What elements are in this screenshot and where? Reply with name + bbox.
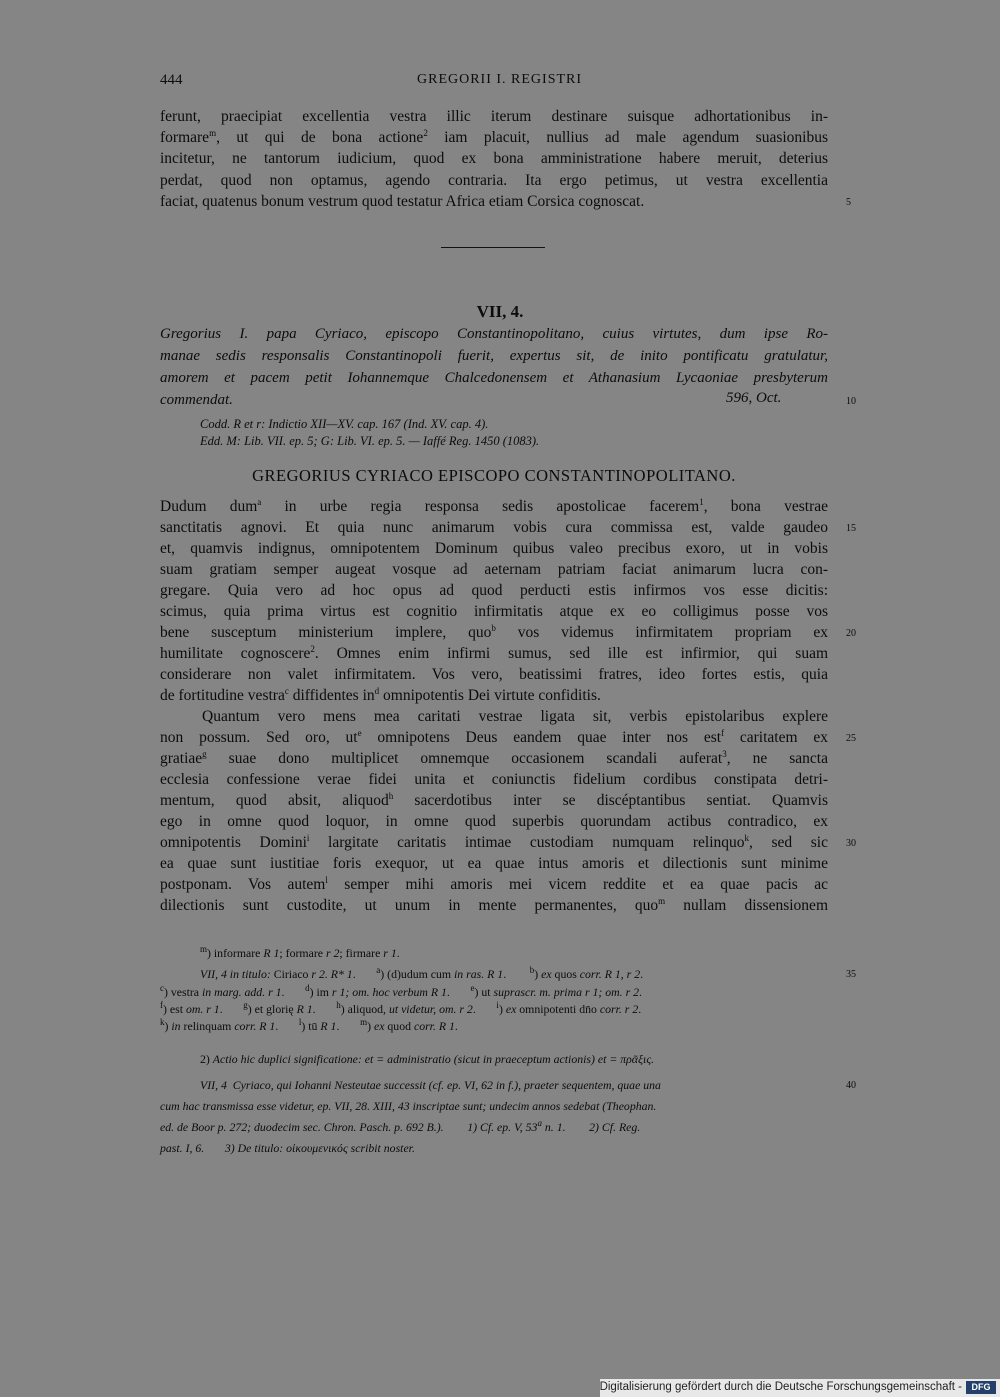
note-line: ed. de Boor p. 272; duodecim sec. Chron. Pasch. p. 692 B.). 1) Cf. ep. V, 53$^a$ n. 1. 2) Cf. Reg. <box>160 1118 641 1134</box>
line-number: 25 <box>846 733 856 744</box>
note-line: VII, 4 Cyriaco, qui Iohanni Nesteutae successit (cf. ep. VI, 62 in f.), praeter sequentem, quae una <box>200 1078 661 1092</box>
letter-line: humilitate cognoscere$^2$. Omnes enim infirmi sumus, sed ille est infirmior, qui suam <box>160 643 828 662</box>
letter-line: postponam. Vos autem$^l$ semper mihi amoris mei vicem reddite et ea quae pacis ac <box>160 874 828 893</box>
dfg-logo-icon: DFG <box>966 1381 996 1394</box>
running-title: GREGORII I. REGISTRI <box>417 72 583 87</box>
note-line: 2) Actio hic duplici significatione: et = administratio (sicut in praeceptum actionis) et = πρᾶξις. <box>200 1052 655 1066</box>
summary-line: Gregorius I. papa Cyriaco, episcopo Constantinopolitano, cuius virtutes, dum ipse Ro- <box>160 326 828 342</box>
top-text-line: incitetur, ne tantorum iudicium, quod ex bona amministratione habere meruit, deterius <box>160 150 828 167</box>
letter-line: de fortitudine vestra$^c$ diffidentes $in^d$ omnipotentis Dei virtute confiditis. <box>160 685 601 704</box>
letter-line: ea quae sunt iustitiae foris exequor, ut ea quae intus amoris et dilectionis sunt minime <box>160 855 828 872</box>
section-divider <box>441 247 545 248</box>
page-number: 444 <box>160 72 183 88</box>
apparatus-line: VII, 4 in titulo: Ciriaco r 2. R* 1. $^a$) (d)udum cum in ras. R 1. $^b$) ex quos corr. R 1, r 2. <box>200 965 644 981</box>
letter-line: mentum, quod absit, aliquod$^h$ sacerdotibus inter se discéptantibus sentiat. Quamvis <box>160 790 828 809</box>
letter-line: non possum. Sed oro, $ut^e$ omnipotens Deus eandem quae inter nos est$^f$ caritatem ex <box>160 727 828 746</box>
letter-line: suam gratiam semper augeat vosque ad aeternam patriam faciat animarum lucra con- <box>160 561 828 578</box>
summary-line: manae sedis responsalis Constantinopoli fuerit, expertus sit, de inito pontificatu gratulatur, <box>160 348 828 364</box>
note-line: cum hac transmissa esse videtur, ep. VII, 28. XIII, 43 inscriptae sunt; undecim annos sedebat (Theophan. <box>160 1099 657 1113</box>
top-text-line: ferunt, praecipiat excellentia vestra illic iterum destinare suisque adhortationibus in- <box>160 108 828 125</box>
top-text-line: faciat, quatenus bonum vestrum quod testatur Africa etiam Corsica cognoscat. <box>160 193 645 210</box>
letter-date: 596, Oct. <box>726 390 782 406</box>
letter-line: ecclesia confessione verae fidei unita et coniunctis fidelium cordibus constipata detri- <box>160 771 828 788</box>
apparatus-line: $^c$) vestra in marg. add. r 1. $^d$) im r 1; om. hoc verbum R 1. $^e$) ut suprascr. m. prima r 1; om. r 2. <box>160 983 642 999</box>
letter-line: scimus, quia prima virtus est cognitio infirmitatis atque ex eo colligimus posse vos <box>160 603 828 620</box>
letter-line: gratiae$^g$ suae dono multiplicet omnemque occasionem scandali auferat$^3$, ne sancta <box>160 748 828 767</box>
line-number: 10 <box>846 396 856 407</box>
letter-addressee: GREGORIUS CYRIACO EPISCOPO CONSTANTINOPOLITANO. <box>252 466 736 485</box>
letter-line: gregare. Quia vero ad hoc opus ad quod perducti estis infirmos vos esse dicitis: <box>160 582 828 599</box>
line-number: 35 <box>846 969 856 980</box>
letter-line: Quantum vero mens mea caritati vestrae ligata sit, verbis epistolaribus explere <box>202 708 828 725</box>
footer-credit: Digitalisierung gefördert durch die Deutsche Forschungsgemeinschaft - <box>599 1381 962 1393</box>
letter-line: sanctitatis agnovi. Et quia nunc animarum vobis cura commissa est, valde gaudeo <box>160 519 828 536</box>
letter-line: et, quamvis indignus, omnipotentem Dominum quibus valeo precibus exoro, ut in vobis <box>160 540 828 557</box>
letter-line: Dudum dum$^a$ in urbe regia responsa sedis apostolicae facerem$^1$, bona vestrae <box>160 496 828 515</box>
top-text-line: perdat, quod non optamus, agendo contraria. Ita ergo petimus, ut vestra excellentia <box>160 172 828 189</box>
section-number: VII, 4. <box>476 302 524 321</box>
line-number: 20 <box>846 628 856 639</box>
letter-line: bene susceptum ministerium implere, quo$^b$ vos videmus infirmitatem propriam ex <box>160 622 829 641</box>
letter-line: omnipotentis Domini$^i$ largitate caritatis intimae custodiam numquam relinquo$^k$, sed sic <box>160 832 828 851</box>
summary-line: amorem et pacem petit Iohannemque Chalcedonensem et Athanasium Lycaoniae presbyterum <box>160 370 828 386</box>
line-number: 40 <box>846 1080 856 1091</box>
line-number: 30 <box>846 838 856 849</box>
letter-line: ego in omne quod loquor, in omne quod superbis quorundam actibus contradico, ex <box>160 813 828 830</box>
letter-line: dilectionis sunt custodite, ut unum in mente permanentes, quo$^m$ nullam dissensionem <box>160 895 828 914</box>
apparatus-line: $^m$) informare R 1; formare r 2; firmare r 1. <box>200 944 400 960</box>
line-number: 15 <box>846 523 856 534</box>
codices-line: Codd. R et r: Indictio XII—XV. cap. 167 (Ind. XV. cap. 4). <box>200 417 489 431</box>
summary-line: commendat. <box>160 392 233 408</box>
apparatus-line: $^k$) in relinquam corr. R 1. $^l$) tū R 1. $^m$) ex quod corr. R 1. <box>160 1017 458 1033</box>
line-number: 5 <box>846 197 851 208</box>
apparatus-line: $^f$) est om. r 1. $^g$) et glorię R 1. $^h$) aliquod, ut videtur, om. r 2. $^i$) ex omnipotenti dn̄o corr. r 2. <box>160 1000 642 1016</box>
editions-line: Edd. M: Lib. VII. ep. 5; G: Lib. VI. ep. 5. — Iaffé Reg. 1450 (1083). <box>200 434 540 448</box>
top-text-line: formare$^m$, ut qui de bona actione$^2$ iam placuit, nullius ad male agendum suasionibus <box>160 127 829 146</box>
letter-line: considerare non valet infirmitatem. Vos vero, beatissimi fratres, ideo fortes estis, quia <box>160 666 828 683</box>
note-line: past. I, 6. 3) De titulo: οἰκουμενικός scribit noster. <box>160 1141 415 1155</box>
